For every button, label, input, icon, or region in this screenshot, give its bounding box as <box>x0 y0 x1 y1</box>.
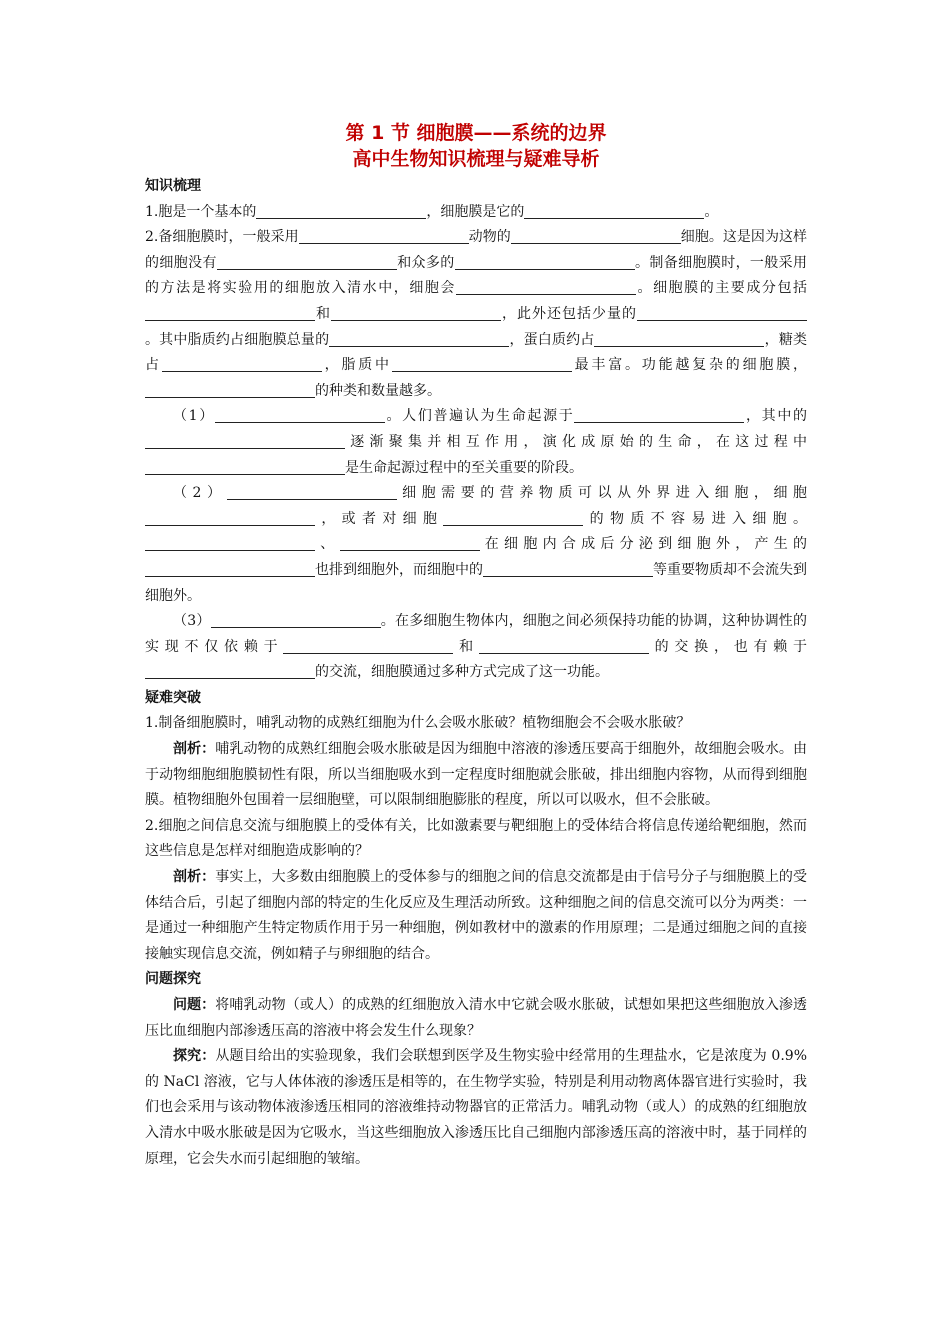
blank[interactable] <box>299 228 469 244</box>
blank[interactable] <box>211 612 381 628</box>
blank[interactable] <box>524 203 704 219</box>
blank[interactable] <box>162 356 322 372</box>
blank[interactable] <box>145 433 345 449</box>
blank[interactable] <box>145 535 315 551</box>
blank[interactable] <box>574 407 744 423</box>
blank[interactable] <box>340 535 480 551</box>
blank[interactable] <box>145 382 315 398</box>
title-line-1: 第 1 节 细胞膜——系统的边界 <box>345 122 607 144</box>
blank[interactable] <box>217 254 397 270</box>
blank[interactable] <box>256 203 426 219</box>
blank[interactable] <box>145 561 315 577</box>
knowledge-item-2: 2.备细胞膜时，一般采用 动物的 细胞。这是因为这样的细胞没有 和众多的 。制备细胞膜时，一般采用的方法是将实验用的细胞放入清水中，细胞会 。细胞膜的主要成分包括和 ，此外还包括少量的。其中脂质约占细胞膜总量的 ，蛋白质约占 ，糖类占 ，脂质中 最丰富。功能越复杂的细胞膜，的种类和数量越多。 <box>145 229 808 399</box>
explore-answer: 探究：从题目给出的实验现象，我们会联想到医学及生物实验中经常用的生理盐水，它是浓度为 0.9%的 NaCl 溶液，它与人体体液的渗透压是相等的，在生物学实验，特别是利用动物离体器官进行实验时，我们也会采用与该动物体液渗透压相同的溶液维持动物器官的正常活力。哺乳动物（或人）的成熟的红细胞放入清水中吸水胀破是因为它吸水，当这些细胞放入渗透压比自己细胞内部渗透压高的溶液中时，基于同样的原理，它会失水而引起细胞的皱缩。 <box>145 1048 808 1167</box>
blank[interactable] <box>227 484 397 500</box>
section-heading-knowledge: 知识梳理 <box>145 178 201 194</box>
explore-question: 问题：将哺乳动物（或人）的成熟的红细胞放入清水中它就会吸水胀破，试想如果把这些细胞放入渗透压比血细胞内部渗透压高的溶液中将会发生什么现象？ <box>145 997 808 1039</box>
blank[interactable] <box>215 407 385 423</box>
section-heading-explore: 问题探究 <box>145 971 201 988</box>
knowledge-item-2-1: （1） 。人们普遍认为生命起源于 ，其中的逐渐聚集并相互作用，演化成原始的生命，在这过程中是生命起源过程中的至关重要的阶段。 <box>145 404 807 481</box>
blank[interactable] <box>331 305 501 321</box>
title-line-2: 高中生物知识梳理与疑难导析 <box>352 148 600 170</box>
blank[interactable] <box>455 254 635 270</box>
blank[interactable] <box>443 510 583 526</box>
difficulty-answer-2: 剖析：事实上，大多数由细胞膜上的受体参与的细胞之间的信息交流都是由于信号分子与细胞膜上的受体结合后，引起了细胞内部的特定的生化反应及生理活动所致。这种细胞之间的信息交流可以分为两类：一是通过一种细胞产生特定物质作用于另一种细胞，例如教材中的激素的作用原理；二是通过细胞之间的直接接触实现信息交流，例如精子与卵细胞的结合。 <box>145 869 808 962</box>
blank[interactable] <box>456 279 636 295</box>
blank[interactable] <box>483 561 653 577</box>
knowledge-item-2-3: （3） 。在多细胞生物体内，细胞之间必须保持功能的协调，这种协调性的实现不仅依赖于 和 的交换，也有赖于的交流，细胞膜通过多种方式完成了这一功能。 <box>145 613 808 681</box>
blank[interactable] <box>145 510 315 526</box>
knowledge-item-2-2: （2） 细胞需要的营养物质可以从外界进入细胞，细胞，或者对细胞 的物质不容易进入细胞。、 在细胞内合成后分泌到细胞外，产生的也排到细胞外，而细胞中的 等重要物质却不会流失到细胞外。 <box>145 485 808 604</box>
blank[interactable] <box>594 331 764 347</box>
difficulty-question-1: 1.制备细胞膜时，哺乳动物的成熟红细胞为什么会吸水胀破？植物细胞会不会吸水胀破？ <box>145 715 691 732</box>
title-block <box>145 120 807 172</box>
section-heading-difficulty: 疑难突破 <box>145 689 201 706</box>
document-page <box>145 120 807 1172</box>
blank[interactable] <box>283 638 453 654</box>
blank[interactable] <box>329 331 509 347</box>
knowledge-item-1: 1.胞是一个基本的 ，细胞膜是它的 。 <box>145 203 719 220</box>
blank[interactable] <box>479 638 649 654</box>
difficulty-answer-1: 剖析：哺乳动物的成熟红细胞会吸水胀破是因为细胞中溶液的渗透压要高于细胞外，故细胞会吸水。由于动物细胞细胞膜韧性有限，所以当细胞吸水到一定程度时细胞就会胀破，排出细胞内容物，从而得到细胞膜。植物细胞外包围着一层细胞壁，可以限制细胞膨胀的程度，所以可以吸水，但不会胀破。 <box>145 741 808 809</box>
blank[interactable] <box>145 459 345 475</box>
blank[interactable] <box>392 356 572 372</box>
blank[interactable] <box>145 305 315 321</box>
blank[interactable] <box>637 305 807 321</box>
blank[interactable] <box>145 663 315 679</box>
difficulty-question-2: 2.细胞之间信息交流与细胞膜上的受体有关，比如激素要与靶细胞上的受体结合将信息传递给靶细胞，然而这些信息是怎样对细胞造成影响的？ <box>145 817 807 860</box>
blank[interactable] <box>511 228 681 244</box>
